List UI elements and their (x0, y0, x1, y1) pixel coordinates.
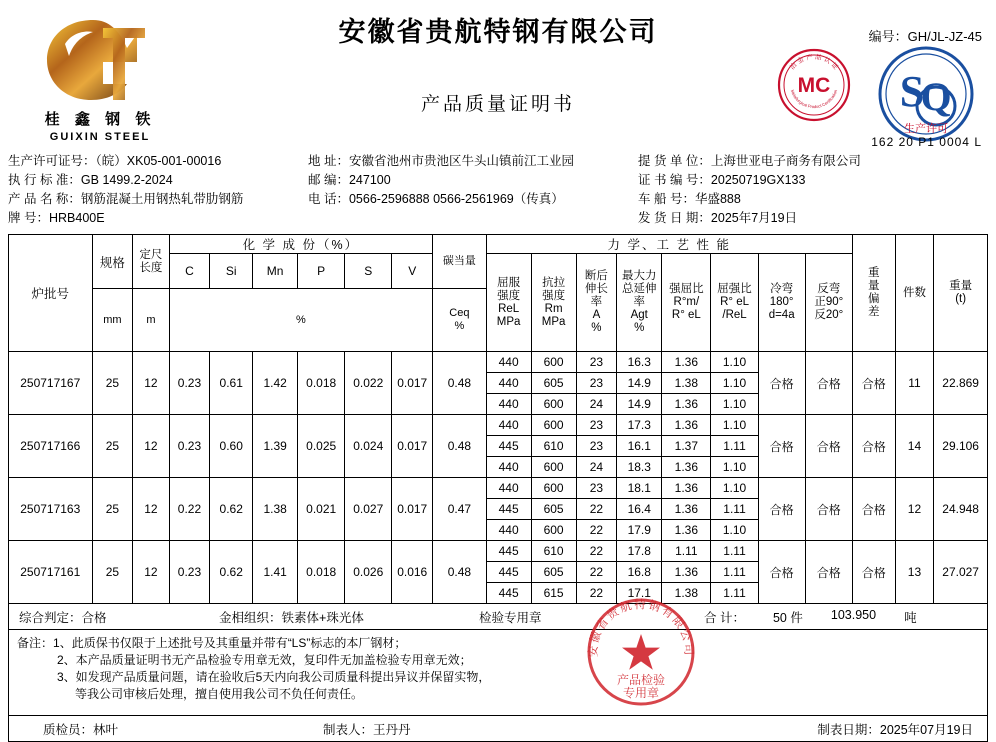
info-row-middle-blank (308, 209, 638, 228)
cell-ceq: 0.47 (433, 478, 487, 541)
cell-strength-ratio: 1.36 (662, 415, 711, 436)
unit-spec-mm: mm (92, 289, 133, 352)
cell-agt: 18.3 (617, 457, 662, 478)
cell-yield-ratio: 1.10 (711, 394, 758, 415)
cell-weight-dev: 合格 (852, 478, 895, 541)
cell-yield-ratio: 1.11 (711, 583, 758, 604)
svg-text:生产许可: 生产许可 (904, 122, 948, 135)
cell-agt: 17.8 (617, 541, 662, 562)
cell-tensile: 600 (531, 457, 576, 478)
svg-text:Metallurgical Product Certific: Metallurgical Product Certification (789, 88, 839, 110)
cell-strength-ratio: 1.36 (662, 478, 711, 499)
cell-reverse-bend: 合格 (805, 541, 852, 604)
remarks-line-2: 2、本产品质量证明书无产品检验专用章无效，复印件无加盖检验专用章无效； (57, 653, 472, 667)
col-mn: Mn (253, 254, 298, 289)
cell-agt: 18.1 (617, 478, 662, 499)
cell-yield-ratio: 1.10 (711, 457, 758, 478)
col-spec: 规格 (92, 235, 133, 289)
cell-agt: 16.1 (617, 436, 662, 457)
col-yield-strength: 屈服 强度 ReL MPa (486, 254, 531, 352)
sq-license-stamp-icon (876, 44, 976, 144)
cell-elongation: 23 (576, 373, 617, 394)
cell-yield-ratio: 1.10 (711, 373, 758, 394)
cell-elongation: 22 (576, 520, 617, 541)
cell-yield-ratio: 1.10 (711, 352, 758, 373)
cell-yield: 440 (486, 520, 531, 541)
cell-pieces: 12 (895, 478, 934, 541)
cell-strength-ratio: 1.36 (662, 457, 711, 478)
info-row-certificate-no: 证 书 编 号：20250719GX133 (638, 173, 806, 187)
cell-tensile: 605 (531, 499, 576, 520)
info-row-license: 生产许可证号：（皖）XK05-001-00016 (8, 154, 222, 168)
cell-strength-ratio: 1.37 (662, 436, 711, 457)
cell-p: 0.021 (298, 478, 345, 541)
cell-spec: 25 (92, 352, 133, 415)
cell-v: 0.017 (392, 478, 433, 541)
cell-elongation: 23 (576, 478, 617, 499)
cell-tensile: 600 (531, 415, 576, 436)
cell-pieces: 14 (895, 415, 934, 478)
document-number: 编号：GH/JL-JZ-45 (868, 29, 982, 44)
document-title: 产品质量证明书 (420, 93, 575, 115)
unit-length-m: m (133, 289, 169, 352)
cell-length: 12 (133, 415, 169, 478)
date-field: 制表日期：2025年07月19日 (817, 722, 973, 737)
cell-elongation: 23 (576, 415, 617, 436)
logo-chinese-text: 桂 鑫 钢 铁 (44, 110, 156, 128)
total-weight: 103.950 (830, 607, 877, 622)
table-row (9, 352, 988, 373)
remarks-line-4: 等我公司审核后处理，擅自使用我公司不负任何责任。 (75, 687, 364, 701)
cell-c: 0.23 (169, 541, 210, 604)
cell-yield: 445 (486, 436, 531, 457)
cell-mn: 1.39 (253, 415, 298, 478)
cell-heat-no: 250717167 (9, 352, 93, 415)
cell-yield: 445 (486, 583, 531, 604)
info-row-vehicle: 车 船 号：华盛888 (638, 192, 741, 206)
cell-c: 0.23 (169, 352, 210, 415)
cell-si: 0.61 (210, 352, 253, 415)
inspection-table (8, 234, 988, 604)
col-c: C (169, 254, 210, 289)
col-strength-ratio: 强屈比 R°m/ R° eL (662, 254, 711, 352)
cell-yield: 440 (486, 352, 531, 373)
metallographic-structure: 金相组织：铁素体+珠光体 (219, 610, 364, 625)
cell-yield-ratio: 1.10 (711, 520, 758, 541)
cell-p: 0.018 (298, 541, 345, 604)
cell-yield-ratio: 1.10 (711, 415, 758, 436)
cell-s: 0.022 (345, 352, 392, 415)
cell-heat-no: 250717163 (9, 478, 93, 541)
total-unit: 吨 (904, 610, 917, 625)
cell-tensile: 600 (531, 394, 576, 415)
cell-length: 12 (133, 352, 169, 415)
cell-mn: 1.42 (253, 352, 298, 415)
cell-strength-ratio: 1.11 (662, 541, 711, 562)
info-row-customer: 提 货 单 位：上海世亚电子商务有限公司 (638, 154, 861, 168)
table-body (9, 352, 988, 604)
cell-cold-bend: 合格 (758, 352, 805, 415)
col-tensile-strength: 抗拉 强度 Rm MPa (531, 254, 576, 352)
cell-yield: 445 (486, 499, 531, 520)
info-middle-column (308, 152, 638, 228)
unit-chemical-percent: % (169, 289, 432, 352)
col-yield-ratio: 屈强比 R° eL /ReL (711, 254, 758, 352)
cell-strength-ratio: 1.36 (662, 499, 711, 520)
cell-agt: 17.9 (617, 520, 662, 541)
cell-yield: 440 (486, 394, 531, 415)
remarks-title-line: 备注：1、此质保书仅限于上述批号及其重量并带有“LS”标志的本厂钢材； (17, 636, 407, 650)
table-row (9, 541, 988, 562)
svg-text:冶 金 产 品 认 证: 冶 金 产 品 认 证 (788, 52, 840, 72)
col-weight: 重量 (t) (934, 235, 988, 352)
total-pieces: 50 件 (772, 610, 803, 625)
info-block (0, 150, 996, 232)
cell-pieces: 11 (895, 352, 934, 415)
svg-text:MC: MC (797, 74, 831, 97)
cell-yield-ratio: 1.11 (711, 436, 758, 457)
cell-tensile: 600 (531, 520, 576, 541)
info-row-standard: 执 行 标 准：GB 1499.2-2024 (8, 173, 173, 187)
cell-length: 12 (133, 478, 169, 541)
cell-weight: 24.948 (934, 478, 988, 541)
table-row (9, 478, 988, 499)
cell-spec: 25 (92, 478, 133, 541)
overall-judgement: 综合判定：合格 (19, 610, 107, 625)
cell-p: 0.018 (298, 352, 345, 415)
cell-ceq: 0.48 (433, 541, 487, 604)
cell-length: 12 (133, 541, 169, 604)
barcode-text: 162 20 P1 0004 L (871, 135, 982, 149)
cell-ceq: 0.48 (433, 352, 487, 415)
mc-certification-stamp-icon (777, 48, 851, 122)
cell-si: 0.60 (210, 415, 253, 478)
cell-yield-ratio: 1.11 (711, 541, 758, 562)
cell-tensile: 605 (531, 373, 576, 394)
cell-spec: 25 (92, 415, 133, 478)
cell-yield: 440 (486, 457, 531, 478)
cell-elongation: 24 (576, 457, 617, 478)
cell-s: 0.027 (345, 478, 392, 541)
cell-si: 0.62 (210, 478, 253, 541)
inspector-field: 质检员：林叶 (43, 722, 119, 737)
cell-v: 0.017 (392, 415, 433, 478)
col-s: S (345, 254, 392, 289)
cell-s: 0.024 (345, 415, 392, 478)
totals (694, 608, 987, 626)
cell-mn: 1.41 (253, 541, 298, 604)
document-header (0, 0, 996, 150)
info-right-column (638, 152, 988, 228)
cell-elongation: 24 (576, 394, 617, 415)
cell-strength-ratio: 1.36 (662, 520, 711, 541)
cell-tensile: 600 (531, 478, 576, 499)
cell-yield-ratio: 1.11 (711, 499, 758, 520)
cell-agt: 16.3 (617, 352, 662, 373)
info-row-postcode: 邮 编：247100 (308, 173, 391, 187)
cell-strength-ratio: 1.36 (662, 562, 711, 583)
cell-weight-dev: 合格 (852, 352, 895, 415)
cell-agt: 17.3 (617, 415, 662, 436)
cell-si: 0.62 (210, 541, 253, 604)
cell-c: 0.22 (169, 478, 210, 541)
cell-spec: 25 (92, 541, 133, 604)
table-group-header-row (9, 235, 988, 254)
col-agt: 最大力 总延伸 率 Agt % (617, 254, 662, 352)
cell-tensile: 605 (531, 562, 576, 583)
info-left-column (8, 152, 308, 228)
cell-strength-ratio: 1.38 (662, 583, 711, 604)
signature-row (8, 716, 988, 742)
col-pieces: 件数 (895, 235, 934, 352)
cell-heat-no: 250717161 (9, 541, 93, 604)
col-p: P (298, 254, 345, 289)
info-row-product-name: 产 品 名 称：钢筋混凝土用钢热轧带肋钢筋 (8, 192, 244, 206)
col-group-chemical: 化 学 成 份（%） (169, 235, 432, 254)
cell-tensile: 615 (531, 583, 576, 604)
cell-tensile: 610 (531, 541, 576, 562)
cell-yield: 440 (486, 415, 531, 436)
cell-yield: 445 (486, 562, 531, 583)
cell-strength-ratio: 1.36 (662, 394, 711, 415)
cell-weight: 29.106 (934, 415, 988, 478)
cell-elongation: 23 (576, 436, 617, 457)
cell-reverse-bend: 合格 (805, 352, 852, 415)
info-row-phone: 电 话：0566-2596888 0566-2561969（传真） (308, 192, 564, 206)
cell-s: 0.026 (345, 541, 392, 604)
table-row (9, 415, 988, 436)
cell-reverse-bend: 合格 (805, 478, 852, 541)
svg-text:Q: Q (920, 74, 952, 119)
inspection-stamp-label: 检验专用章 (479, 610, 542, 625)
cell-tensile: 600 (531, 352, 576, 373)
cell-weight-dev: 合格 (852, 541, 895, 604)
company-title: 安徽省贵航特钢有限公司 (338, 17, 658, 48)
cell-agt: 16.4 (617, 499, 662, 520)
col-elongation: 断后 伸长 率 A % (576, 254, 617, 352)
cell-ceq: 0.48 (433, 415, 487, 478)
col-v: V (392, 254, 433, 289)
cell-cold-bend: 合格 (758, 478, 805, 541)
summary-row (8, 604, 988, 630)
col-group-mechanical: 力 学、工 艺 性 能 (486, 235, 852, 254)
cell-pieces: 13 (895, 541, 934, 604)
info-row-address: 地 址：安徽省池州市贵池区牛头山镇前江工业园 (308, 154, 574, 168)
col-ceq-title: 碳当量 (433, 235, 487, 289)
cell-v: 0.017 (392, 352, 433, 415)
maker-field: 制表人：王丹丹 (323, 722, 411, 737)
cell-elongation: 22 (576, 583, 617, 604)
cell-elongation: 23 (576, 352, 617, 373)
cell-cold-bend: 合格 (758, 415, 805, 478)
cell-agt: 16.8 (617, 562, 662, 583)
col-reverse-bend: 反弯 正90° 反20° (805, 254, 852, 352)
cell-c: 0.23 (169, 415, 210, 478)
cell-heat-no: 250717166 (9, 415, 93, 478)
col-cold-bend: 冷弯 180° d=4a (758, 254, 805, 352)
col-length: 定尺 长度 (133, 235, 169, 289)
info-row-ship-date: 发 货 日 期：2025年7月19日 (638, 211, 798, 225)
cell-reverse-bend: 合格 (805, 415, 852, 478)
cell-agt: 14.9 (617, 373, 662, 394)
col-heat-no: 炉批号 (9, 235, 93, 352)
unit-ceq: Ceq % (433, 289, 487, 352)
cell-elongation: 22 (576, 541, 617, 562)
col-weight-dev: 重 量 偏 差 (852, 235, 895, 352)
cell-tensile: 610 (531, 436, 576, 457)
cell-elongation: 22 (576, 562, 617, 583)
cell-p: 0.025 (298, 415, 345, 478)
cell-yield: 440 (486, 373, 531, 394)
cell-yield-ratio: 1.11 (711, 562, 758, 583)
cell-agt: 17.1 (617, 583, 662, 604)
cell-elongation: 22 (576, 499, 617, 520)
col-si: Si (210, 254, 253, 289)
cell-mn: 1.38 (253, 478, 298, 541)
total-label: 合 计： (704, 610, 745, 625)
cell-weight: 27.027 (934, 541, 988, 604)
cell-v: 0.016 (392, 541, 433, 604)
info-row-grade: 牌 号：HRB400E (8, 211, 105, 225)
svg-text:产品检验: 产品检验 (616, 673, 666, 687)
cell-strength-ratio: 1.36 (662, 352, 711, 373)
logo-english-text: GUIXIN STEEL (49, 131, 151, 143)
cell-weight: 22.869 (934, 352, 988, 415)
cell-yield-ratio: 1.10 (711, 478, 758, 499)
svg-text:专用章: 专用章 (622, 686, 660, 700)
cell-strength-ratio: 1.38 (662, 373, 711, 394)
svg-text:S: S (899, 67, 925, 116)
cell-yield: 440 (486, 478, 531, 499)
cell-cold-bend: 合格 (758, 541, 805, 604)
cell-weight-dev: 合格 (852, 415, 895, 478)
svg-text:安徽省贵航特钢有限公司: 安徽省贵航特钢有限公司 (585, 597, 697, 658)
cell-yield: 445 (486, 541, 531, 562)
remarks-line-3: 3、如发现产品质量问题，请在验收后5天内向我公司质量科提出异议并保留实物， (57, 670, 491, 684)
cell-agt: 14.9 (617, 394, 662, 415)
